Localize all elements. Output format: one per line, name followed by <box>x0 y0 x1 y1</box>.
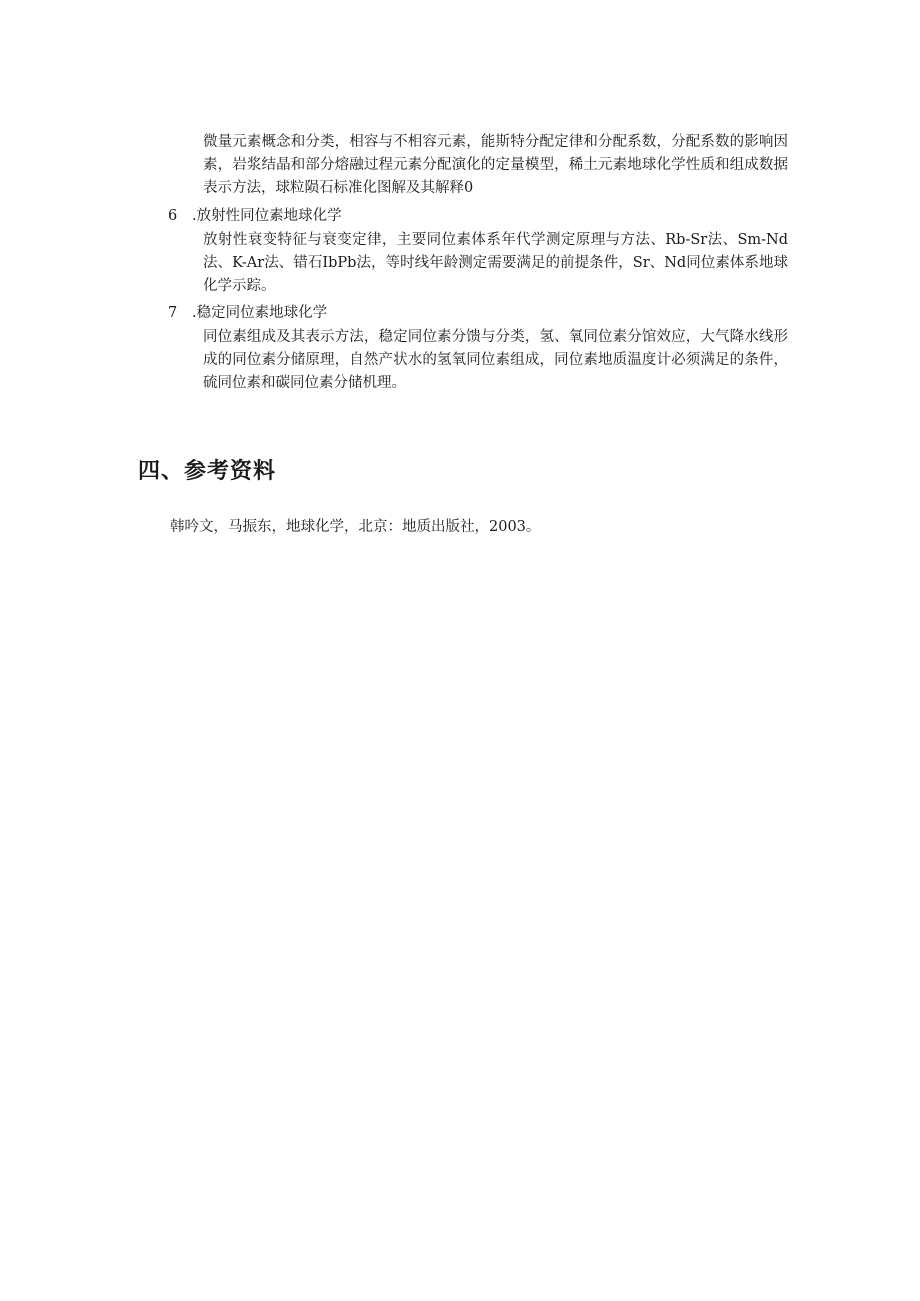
item-6-paragraph: 放射性衰变特征与衰变定律，主要同位素体系年代学测定原理与方法、Rb-Sr法、Sm-Nd法、K-Ar法、错石IbPb法，等时线年龄测定需要满足的前提条件，Sr、Nd同位素体系地球化学示踪。 <box>203 232 788 294</box>
item-7-number: 7 <box>168 305 178 321</box>
item-6-number: 6 <box>168 208 178 224</box>
item-7-title: .稳定同位素地球化学 <box>192 305 328 321</box>
item-6-heading <box>168 205 342 228</box>
reference-entry: 韩吟文，马振东，地球化学，北京：地质出版社，2003。 <box>170 519 541 535</box>
trace-element-paragraph: 微量元素概念和分类，相容与不相容元素，能斯特分配定律和分配系数，分配系数的影响因素，岩浆结晶和部分熔融过程元素分配演化的定量模型，稀土元素地球化学性质和组成数据表示方法，球粒陨石标准化图解及其解释0 <box>203 134 788 196</box>
item-7-heading <box>168 302 327 325</box>
item-6-title: .放射性同位素地球化学 <box>192 208 342 224</box>
item-7-paragraph: 同位素组成及其表示方法，稳定同位素分馈与分类，氢、氧同位素分馆效应，大气降水线形成的同位素分储原理，自然产状水的氢氧同位素组成，同位素地质温度计必须满足的条件，硫同位素和碳同位素分储机理。 <box>203 329 788 391</box>
section-title-references: 四、参考资料 <box>138 459 277 484</box>
